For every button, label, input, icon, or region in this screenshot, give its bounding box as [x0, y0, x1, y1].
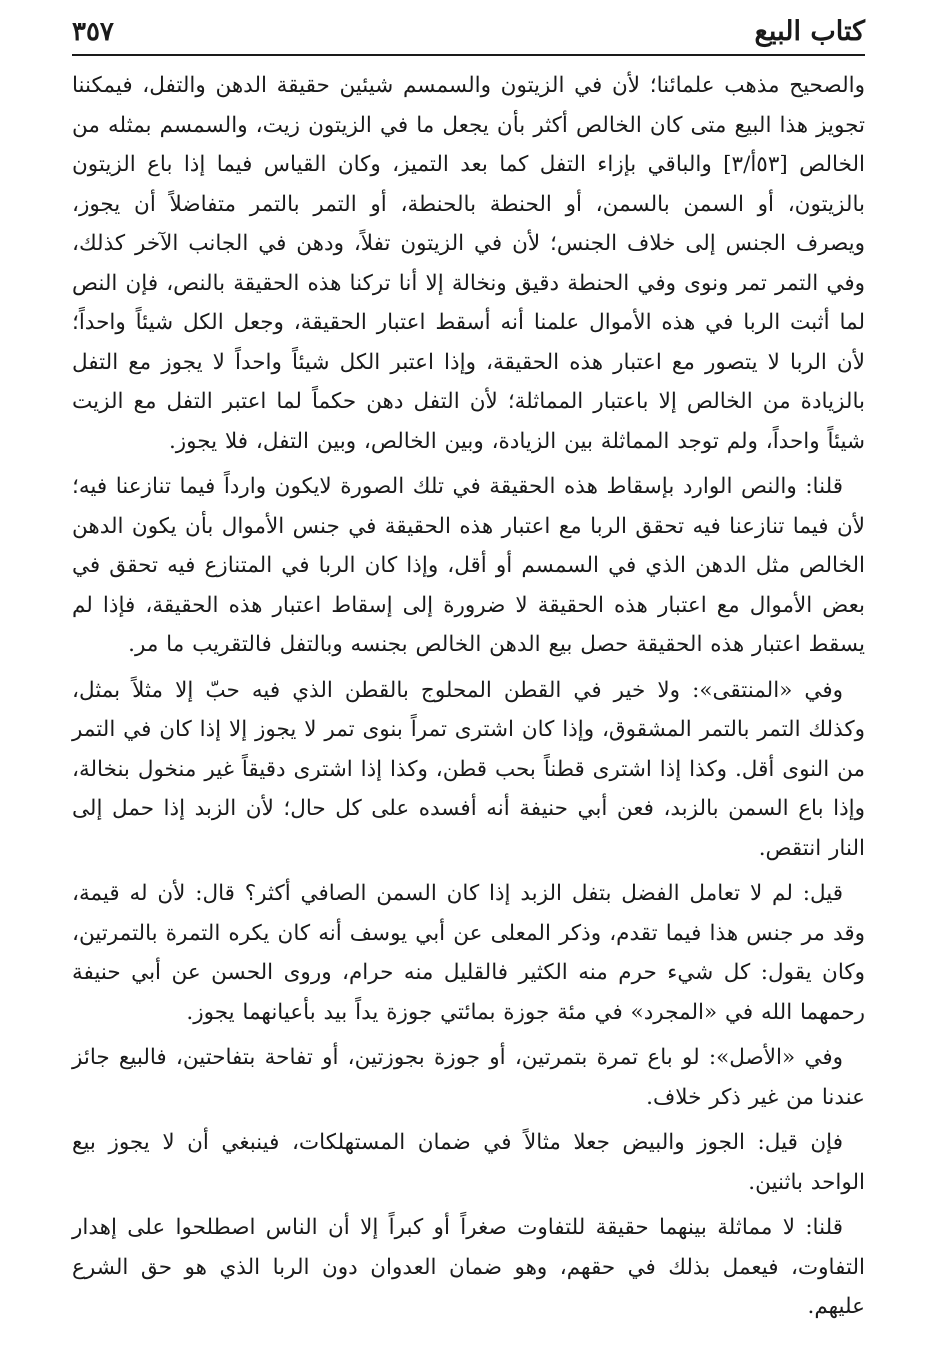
paragraph: والصحيح مذهب علمائنا؛ لأن في الزيتون والسمسم شيئين حقيقة الدهن والتفل، فيمكننا تجويز هذا البيع متى كان الخالص أكثر بأن يجعل ما في الزيتون زيت، والسمسم بمثله من الخالص [٥٣أ/٣] والباقي بإزاء التفل كما بعد التميز، وكان القياس فيما إذا باع الزيتون بالزيتون، أو السمن بالسمن، أو الحنطة بالحنطة، أو التمر بالتمر متفاضلاً أن يجوز، ويصرف الجنس إلى خلاف الجنس؛ لأن في الزيتون تفلاً، ودهن في الجانب الآخر كذلك، وفي التمر تمر ونوى وفي الحنطة دقيق ونخالة إلا أنا تركنا هذه الحقيقة بالنص، فإن النص لما أثبت الربا في هذه الأموال علمنا أنه أسقط اعتبار الحقيقة، وجعل الكل شيئاً واحداً؛ لأن الربا لا يتصور مع اعتبار هذه الحقيقة، وإذا اعتبر الكل شيئاً واحداً لا يجوز مع التفل بالزيادة من الخالص إلا باعتبار المماثلة؛ لأن التفل دهن حكماً لما اعتبر التفل مع الزيت شيئاً واحداً، ولم توجد المماثلة بين الزيادة، وبين الخالص، وبين التفل، فلا يجوز. [72, 73, 865, 454]
paragraph: وفي «الأصل»: لو باع تمرة بتمرتين، أو جوزة بجوزتين، أو تفاحة بتفاحتين، فالبيع جائز عندنا من غير ذكر خلاف. [72, 1045, 865, 1110]
page-number: ٣٥٧ [72, 17, 114, 47]
paragraph: فإن قيل: الجوز والبيض جعلا مثالاً في ضمان المستهلكات، فينبغي أن لا يجوز بيع الواحد باثنين. [72, 1130, 865, 1195]
paragraph: قلنا: لا مماثلة بينهما حقيقة للتفاوت صغراً أو كبراً إلا أن الناس اصطلحوا على إهدار التفاوت، فيعمل بذلك في حقهم، وهو ضمان العدوان دون الربا الذي هو حق الشرع عليهم. [72, 1215, 865, 1319]
chapter-title: كتاب البيع [754, 16, 865, 47]
page-body [72, 66, 865, 1333]
paragraph: قيل: لم لا تعامل الفضل بتفل الزبد إذا كان السمن الصافي أكثر؟ قال: لأن له قيمة، وقد مر جنس هذا فيما تقدم، وذكر المعلى عن أبي يوسف أنه كان يكره التمرة بالتمرتين، وكان يقول: كل شيء حرم منه الكثير فالقليل منه حرام، وروى الحسن عن أبي حنيفة رحمهما الله في «المجرد» في مئة جوزة بمائتي جوزة يداً بيد بأعيانهما يجوز. [72, 881, 865, 1025]
paragraph: وفي «المنتقى»: ولا خير في القطن المحلوج بالقطن الذي فيه حبّ إلا مثلاً بمثل، وكذلك التمر بالتمر المشقوق، وإذا كان اشترى تمراً بنوى تمر لا يجوز إلا إذا كان في التمر من النوى أقل. وكذا إذا اشترى قطناً بحب قطن، وكذا إذا اشترى دقيقاً غير منخول بنخالة، وإذا باع السمن بالزبد، فعن أبي حنيفة أنه أفسده على كل حال؛ لأن الزبد إذا حمل إلى النار انتقص. [72, 677, 865, 861]
page-header [72, 10, 865, 56]
paragraph: قلنا: والنص الوارد بإسقاط هذه الحقيقة في تلك الصورة لايكون وارداً فيما تنازعنا فيه؛ لأن فيما تنازعنا فيه تحقق الربا مع اعتبار هذه الحقيقة في جنس الأموال بأن يكون الدهن الخالص مثل الدهن الذي في السمسم أو أقل، وإذا كان الربا في المتنازع فيه تحقق في بعض الأموال مع اعتبار هذه الحقيقة لا ضرورة إلى إسقاط اعتبار هذه الحقيقة، فإذا لم يسقط اعتبار هذه الحقيقة حصل بيع الدهن الخالص بجنسه وبالتفل فالتقريب ما مر. [72, 474, 865, 657]
